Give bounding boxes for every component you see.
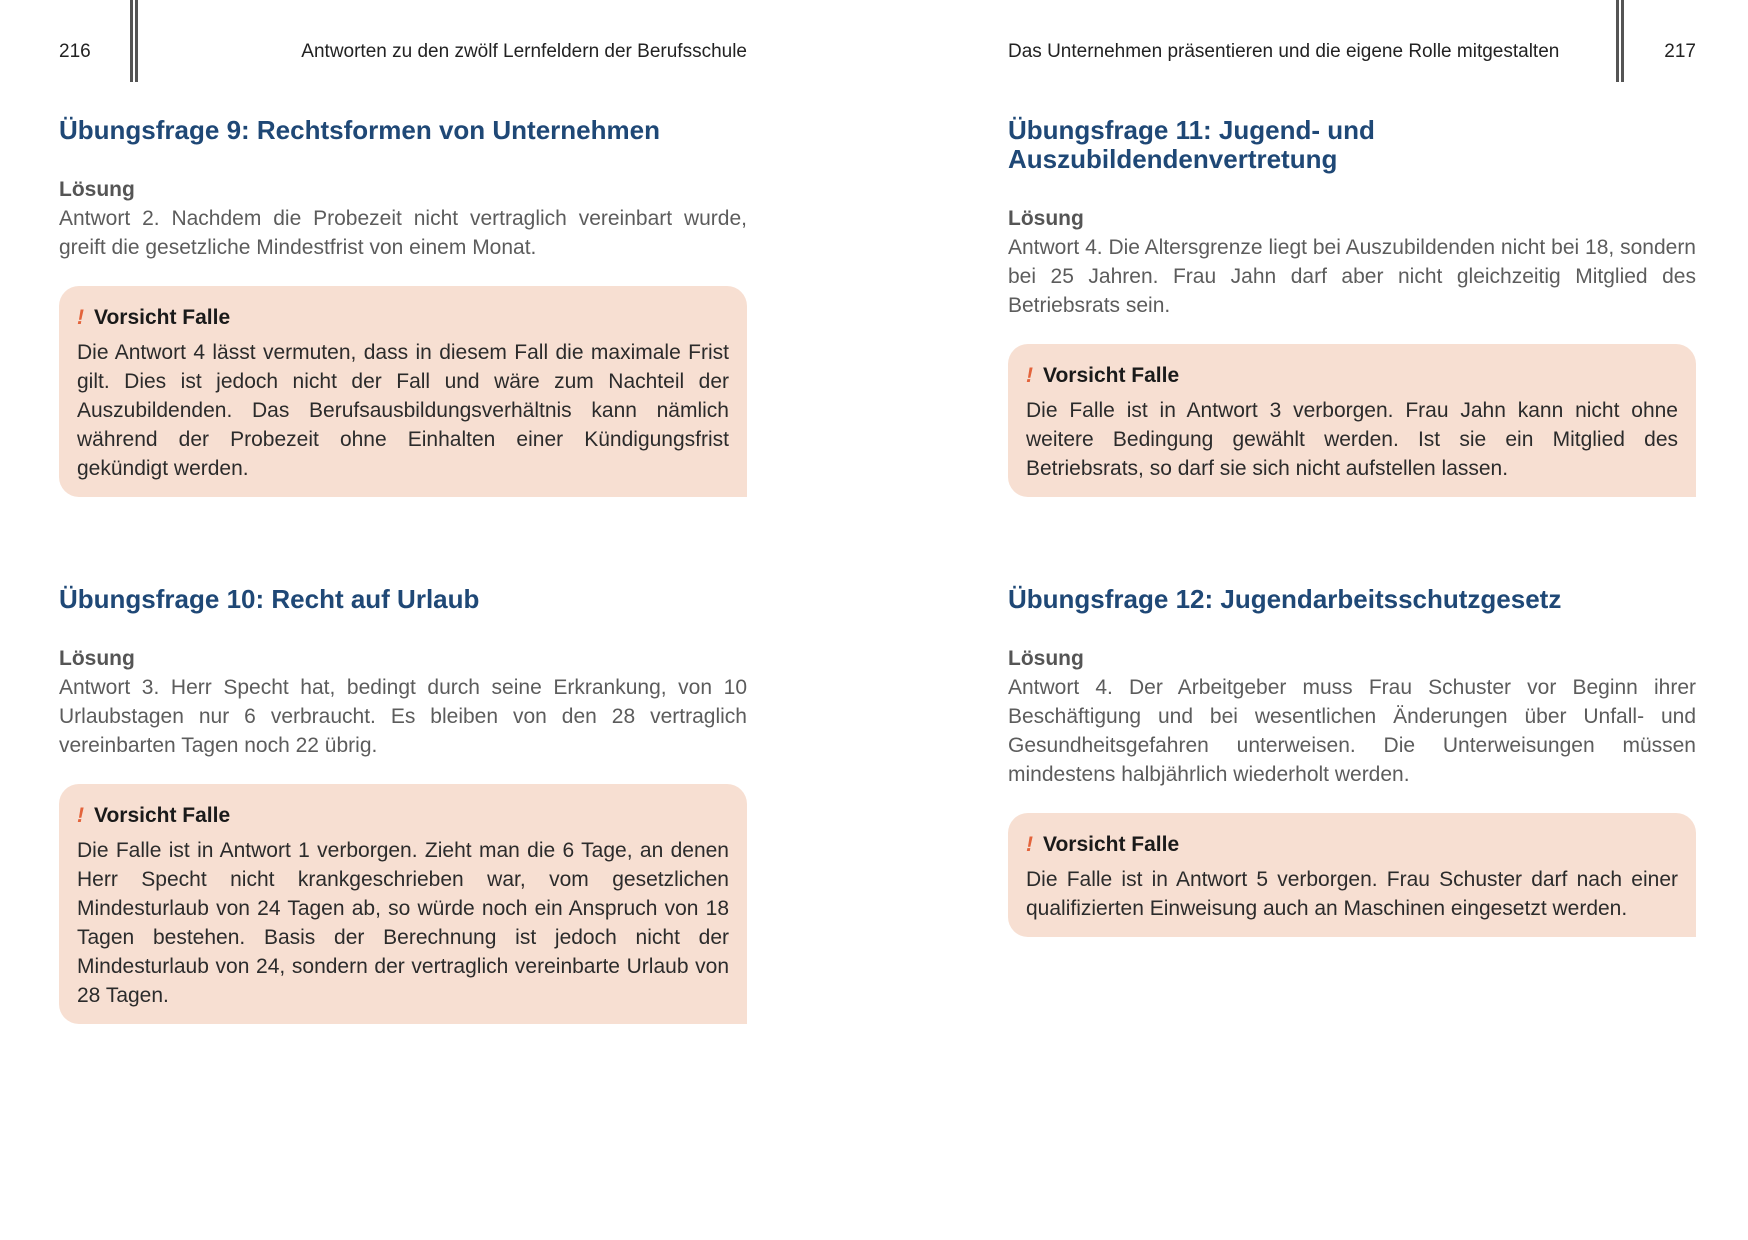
section-heading-line: Übungsfrage 11: Jugend- und xyxy=(1008,115,1375,145)
warning-title xyxy=(77,802,729,830)
warning-text: Die Falle ist in Antwort 1 verborgen. Zieht man die 6 Tage, an denen Herr Specht nicht krankgeschrieben war, vom gesetzlichen Mindesturlaub von 24 Tagen ab, so würde noch ein Anspruch von 18 Tagen bestehen. Basis der Berechnung ist jedoch nicht der Mindesturlaub von 24, sondern der vertraglich vereinbarte Urlaub von 28 Tagen. xyxy=(77,839,729,1007)
exercise-section xyxy=(59,585,747,1024)
page-number: 216 xyxy=(59,41,91,62)
answer-text: Antwort 2. Nachdem die Probezeit nicht vertraglich vereinbart wurde, greift die gesetzliche Mindestfrist von einem Monat. xyxy=(59,207,747,259)
exclamation-icon: ! xyxy=(77,306,84,329)
solution-label: Lösung xyxy=(1008,647,1084,670)
answer-text: Antwort 3. Herr Specht hat, bedingt durch seine Erkrankung, von 10 Urlaubstagen nur 6 verbraucht. Es bleiben von den 28 vertraglich vereinbarten Tagen noch 22 übrig. xyxy=(59,676,747,757)
warning-title-text: Vorsicht Falle xyxy=(1043,833,1180,856)
warning-title xyxy=(1026,831,1678,859)
solution-label: Lösung xyxy=(59,647,135,670)
section-heading: Übungsfrage 10: Recht auf Urlaub xyxy=(59,584,480,614)
warning-box xyxy=(1008,344,1696,497)
warning-title-text: Vorsicht Falle xyxy=(1043,364,1180,387)
exclamation-icon: ! xyxy=(77,804,84,827)
warning-title xyxy=(77,304,729,332)
page-number: 217 xyxy=(1664,41,1696,62)
section-heading: Übungsfrage 12: Jugendarbeitsschutzgesetz xyxy=(1008,584,1562,614)
header-rule xyxy=(1616,0,1619,82)
warning-box xyxy=(1008,813,1696,937)
warning-title xyxy=(1026,362,1678,390)
running-head: Das Unternehmen präsentieren und die eigene Rolle mitgestalten xyxy=(1008,41,1560,62)
header-rule xyxy=(135,0,138,82)
solution-label: Lösung xyxy=(1008,207,1084,230)
warning-title-text: Vorsicht Falle xyxy=(94,804,231,827)
right-page xyxy=(874,0,1748,1240)
page-content xyxy=(1008,116,1696,937)
exercise-section xyxy=(1008,116,1696,497)
warning-box xyxy=(59,286,747,497)
page-content xyxy=(59,116,747,1024)
solution-label: Lösung xyxy=(59,178,135,201)
warning-text: Die Antwort 4 lässt vermuten, dass in diesem Fall die maximale Frist gilt. Dies ist jedoch nicht der Fall und wäre zum Nachteil der Auszubildenden. Das Berufsausbildungsverhältnis kann nämlich während der Probezeit ohne Einhalten einer Kündigungsfrist gekündigt werden. xyxy=(77,341,729,480)
section-heading-line: Auszubildendenvertretung xyxy=(1008,144,1338,174)
warning-title-text: Vorsicht Falle xyxy=(94,306,231,329)
warning-text: Die Falle ist in Antwort 3 verborgen. Frau Jahn kann nicht ohne weitere Bedingung gewählt werden. Ist sie ein Mitglied des Betriebsrats, so darf sie sich nicht aufstellen lassen. xyxy=(1026,399,1678,480)
exclamation-icon: ! xyxy=(1026,364,1033,387)
answer-text: Antwort 4. Der Arbeitgeber muss Frau Schuster vor Beginn ihrer Beschäftigung und bei wesentlichen Änderungen über Unfall- und Gesundheitsgefahren unterweisen. Die Unterweisungen müssen mindestens halbjährlich wiederholt werden. xyxy=(1008,676,1696,786)
section-heading: Übungsfrage 9: Rechtsformen von Unternehmen xyxy=(59,115,660,145)
answer-text: Antwort 4. Die Altersgrenze liegt bei Auszubildenden nicht bei 18, sondern bei 25 Jahren. Frau Jahn darf aber nicht gleichzeitig Mitglied des Betriebsrats sein. xyxy=(1008,236,1696,317)
header-rule xyxy=(1621,0,1624,82)
warning-box xyxy=(59,784,747,1024)
exercise-section xyxy=(59,116,747,497)
header-rule xyxy=(130,0,133,82)
running-head: Antworten zu den zwölf Lernfeldern der Berufsschule xyxy=(301,41,747,62)
exercise-section xyxy=(1008,585,1696,937)
exclamation-icon: ! xyxy=(1026,833,1033,856)
warning-text: Die Falle ist in Antwort 5 verborgen. Frau Schuster darf nach einer qualifizierten Einweisung auch an Maschinen eingesetzt werden. xyxy=(1026,868,1678,920)
section-heading xyxy=(1008,116,1696,174)
